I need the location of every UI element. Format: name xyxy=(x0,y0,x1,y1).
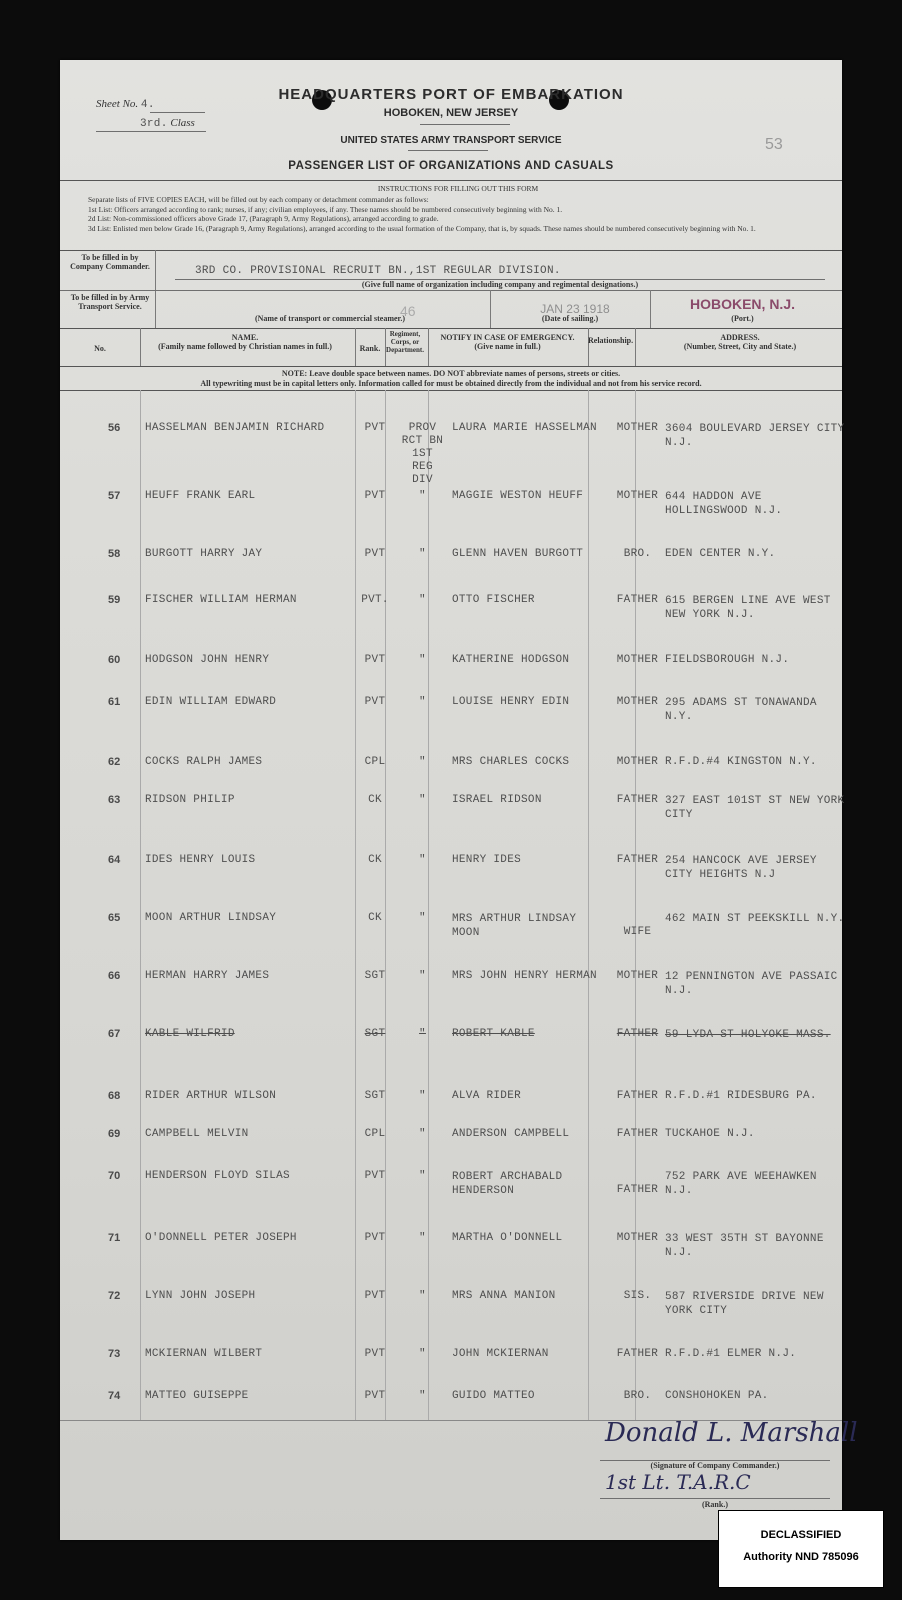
entry-address: CONSHOHOKEN PA. xyxy=(665,1390,769,1402)
entry-notify: MRS CHARLES COCKS xyxy=(452,756,570,768)
entry-relation: FATHER xyxy=(616,854,659,866)
entry-no: 69 xyxy=(108,1128,121,1140)
port-stamp: HOBOKEN, N.J. xyxy=(689,296,795,312)
entry-relation: BRO. xyxy=(623,1390,652,1402)
entry-relation: BRO. xyxy=(623,548,652,560)
entry-regiment: " xyxy=(419,1090,426,1102)
entry-notify: ANDERSON CAMPBELL xyxy=(452,1128,570,1140)
rank-caption: (Rank.) xyxy=(701,1500,728,1509)
entry-notify: ROBERT KABLE xyxy=(452,1028,535,1040)
entry-relation: FATHER xyxy=(616,794,659,806)
entry-rank: SGT xyxy=(364,1090,386,1102)
entry-relation: MOTHER xyxy=(616,970,659,982)
date-stamp: JAN 23 1918 xyxy=(540,302,610,316)
entry-name: MOON ARTHUR LINDSAY xyxy=(145,912,277,924)
entry-name: RIDSON PHILIP xyxy=(145,794,235,806)
entry-relation: MOTHER xyxy=(616,1232,659,1244)
column-name-title: NAME. xyxy=(231,333,259,342)
entry-no: 56 xyxy=(108,422,121,434)
entry-relation: MOTHER xyxy=(616,422,659,434)
entry-regiment: PROV RCT BN 1ST REG DIV xyxy=(401,422,444,486)
entry-notify: KATHERINE HODGSON xyxy=(452,654,570,666)
entry-no: 71 xyxy=(108,1232,121,1244)
entry-notify: HENRY IDES xyxy=(452,854,522,866)
transport-label: To be filled in by Army Transport Service. xyxy=(70,293,150,311)
entry-regiment: " xyxy=(419,854,426,866)
entry-regiment: " xyxy=(419,548,426,560)
entry-regiment: " xyxy=(419,490,426,502)
entry-address: 295 ADAMS ST TONAWANDA N.Y. xyxy=(665,697,817,723)
entry-address: 644 HADDON AVE HOLLINGSWOOD N.J. xyxy=(665,491,783,517)
entry-notify: ROBERT ARCHABALD HENDERSON xyxy=(452,1171,563,1197)
entry-rank: CK xyxy=(368,912,382,924)
entry-no: 68 xyxy=(108,1090,121,1102)
entry-regiment: " xyxy=(419,1348,426,1360)
entry-rank: SGT xyxy=(364,970,386,982)
entry-address: TUCKAHOE N.J. xyxy=(665,1128,755,1140)
entry-regiment: " xyxy=(419,594,426,606)
entry-name: HASSELMAN BENJAMIN RICHARD xyxy=(145,422,325,434)
entry-address: 615 BERGEN LINE AVE WEST NEW YORK N.J. xyxy=(665,595,831,621)
entry-regiment: " xyxy=(419,912,426,924)
entry-no: 72 xyxy=(108,1290,121,1302)
instruction-line: Separate lists of FIVE COPIES EACH, will be filled out by each company or detachment commander as follows: xyxy=(88,195,429,204)
entry-relation: SIS. xyxy=(623,1290,652,1302)
entry-relation: MOTHER xyxy=(616,490,659,502)
entry-rank: PVT xyxy=(364,1170,386,1182)
instruction-line: 2d List: Non-commissioned officers above Grade 17, (Paragraph 9, Army Regulations), arranged according to grade. xyxy=(88,214,439,223)
entry-relation: WIFE xyxy=(623,926,652,938)
entry-rank: CPL xyxy=(364,1128,386,1140)
entry-address: R.F.D.#4 KINGSTON N.Y. xyxy=(665,756,817,768)
column-address-title: ADDRESS. xyxy=(720,333,760,342)
entry-relation: FATHER xyxy=(616,594,659,606)
column-notify xyxy=(430,333,585,351)
entry-regiment: " xyxy=(419,696,426,708)
entry-name: IDES HENRY LOUIS xyxy=(145,854,256,866)
entry-no: 66 xyxy=(108,970,121,982)
entry-address: 327 EAST 101ST ST NEW YORK CITY xyxy=(665,795,845,821)
entry-regiment: " xyxy=(419,1232,426,1244)
entry-relation: FATHER xyxy=(616,1348,659,1360)
entry-no: 64 xyxy=(108,854,121,866)
entry-rank: PVT xyxy=(364,422,386,434)
class-value: 3rd. xyxy=(140,118,168,130)
entry-name: EDIN WILLIAM EDWARD xyxy=(145,696,277,708)
entry-notify: LOUISE HENRY EDIN xyxy=(452,696,570,708)
signature-caption: (Signature of Company Commander.) xyxy=(650,1461,780,1470)
instructions-heading: INSTRUCTIONS FOR FILLING OUT THIS FORM xyxy=(377,184,539,193)
entry-relation: MOTHER xyxy=(616,756,659,768)
column-rank: Rank. xyxy=(359,344,381,353)
page-stamp: 53 xyxy=(765,136,783,153)
entry-no: 73 xyxy=(108,1348,121,1360)
entry-address: EDEN CENTER N.Y. xyxy=(665,548,776,560)
entry-no: 65 xyxy=(108,912,121,924)
declassified-stamp xyxy=(718,1510,884,1588)
entry-address: 3604 BOULEVARD JERSEY CITY N.J. xyxy=(665,423,845,449)
entry-notify: MRS ANNA MANION xyxy=(452,1290,556,1302)
entry-no: 61 xyxy=(108,696,121,708)
column-relationship: Relationship. xyxy=(588,336,634,345)
entry-rank: CK xyxy=(368,794,382,806)
note-line: All typewriting must be in capital letters only. Information called for must be obtained directly from the individual and not from his service record. xyxy=(200,379,702,388)
entry-address: 12 PENNINGTON AVE PASSAIC N.J. xyxy=(665,971,838,997)
company-label: To be filled in by Company Commander. xyxy=(70,253,150,271)
entry-name: MATTEO GUISEPPE xyxy=(145,1390,249,1402)
entry-regiment: " xyxy=(419,1028,426,1040)
entry-notify: GUIDO MATTEO xyxy=(452,1390,535,1402)
entry-no: 74 xyxy=(108,1390,121,1402)
entry-rank: PVT xyxy=(364,490,386,502)
entry-name: COCKS RALPH JAMES xyxy=(145,756,263,768)
entry-regiment: " xyxy=(419,1128,426,1140)
entry-notify: MARTHA O'DONNELL xyxy=(452,1232,563,1244)
entry-address: 752 PARK AVE WEEHAWKEN N.J. xyxy=(665,1171,817,1197)
entry-regiment: " xyxy=(419,1390,426,1402)
column-no: No. xyxy=(94,344,106,353)
entry-no: 60 xyxy=(108,654,121,666)
entry-no: 59 xyxy=(108,594,121,606)
entry-regiment: " xyxy=(419,970,426,982)
entry-rank: CPL xyxy=(364,756,386,768)
header-service: UNITED STATES ARMY TRANSPORT SERVICE xyxy=(340,135,562,146)
entry-notify: JOHN MCKIERNAN xyxy=(452,1348,549,1360)
entry-notify: ISRAEL RIDSON xyxy=(452,794,542,806)
entry-regiment: " xyxy=(419,1290,426,1302)
entry-name: FISCHER WILLIAM HERMAN xyxy=(145,594,297,606)
header-title: HEADQUARTERS PORT OF EMBARKATION xyxy=(278,86,624,103)
steamer-value: 46 xyxy=(400,303,416,319)
column-address-sub: (Number, Street, City and State.) xyxy=(683,342,797,351)
entry-name: KABLE WILFRID xyxy=(145,1028,235,1040)
entry-notify: GLENN HAVEN BURGOTT xyxy=(452,548,584,560)
declassified-authority: Authority NND 785096 xyxy=(743,1551,859,1563)
column-name xyxy=(145,333,345,351)
company-caption: (Give full name of organization including company and regimental designations.) xyxy=(361,280,639,289)
entry-rank: PVT xyxy=(364,548,386,560)
column-notify-title: NOTIFY IN CASE OF EMERGENCY. xyxy=(440,333,575,342)
entry-address: R.F.D.#1 ELMER N.J. xyxy=(665,1348,797,1360)
entry-notify: MRS ARTHUR LINDSAY MOON xyxy=(452,913,577,939)
entry-notify: MRS JOHN HENRY HERMAN xyxy=(452,970,597,982)
entry-regiment: " xyxy=(419,654,426,666)
entry-rank: PVT xyxy=(364,1390,386,1402)
column-address xyxy=(640,333,840,351)
entry-rank: CK xyxy=(368,854,382,866)
entry-regiment: " xyxy=(419,1170,426,1182)
instruction-line: 1st List: Officers arranged according to rank; nurses, if any; civilian employees, if any. These names should be numbered consecutively beginning with No. 1. xyxy=(88,204,563,214)
entry-address: 462 MAIN ST PEEKSKILL N.Y. xyxy=(665,913,845,925)
entry-name: MCKIERNAN WILBERT xyxy=(145,1348,263,1360)
sheet-no-label: Sheet No. xyxy=(96,98,139,110)
entry-notify: OTTO FISCHER xyxy=(452,594,535,606)
entry-name: O'DONNELL PETER JOSEPH xyxy=(145,1232,297,1244)
entry-relation: FATHER xyxy=(616,1090,659,1102)
entry-relation: MOTHER xyxy=(616,654,659,666)
entry-relation: MOTHER xyxy=(616,696,659,708)
instruction-line: 3d List: Enlisted men below Grade 16, (Paragraph 9, Army Regulations), arranged according to the usual formation of the Company, that is, by squads. These names should be numbered consecutively beginning with No. 1. xyxy=(88,223,756,233)
entry-rank: PVT xyxy=(364,1290,386,1302)
entry-notify: ALVA RIDER xyxy=(452,1090,522,1102)
declassified-title: DECLASSIFIED xyxy=(760,1529,842,1541)
entry-rank: SGT xyxy=(364,1028,386,1040)
entry-no: 63 xyxy=(108,794,121,806)
entry-regiment: " xyxy=(419,756,426,768)
entry-rank: PVT xyxy=(364,1348,386,1360)
entry-name: HODGSON JOHN HENRY xyxy=(145,654,270,666)
entry-relation: FATHER xyxy=(616,1028,659,1040)
list-title: PASSENGER LIST OF ORGANIZATIONS AND CASUALS xyxy=(288,160,614,172)
entry-notify: LAURA MARIE HASSELMAN xyxy=(452,422,597,434)
entry-rank: PVT xyxy=(364,696,386,708)
class-caption: Class xyxy=(170,117,195,129)
entry-no: 67 xyxy=(108,1028,121,1040)
commander-rank: 1st Lt. T.A.R.C xyxy=(605,1470,751,1494)
entry-rank: PVT xyxy=(364,654,386,666)
entry-rank: PVT. xyxy=(361,594,389,606)
instructions-body xyxy=(88,195,828,233)
entry-relation: FATHER xyxy=(616,1128,659,1140)
column-name-sub: (Family name followed by Christian names in full.) xyxy=(158,342,332,351)
entry-rank: PVT xyxy=(364,1232,386,1244)
entry-no: 58 xyxy=(108,548,121,560)
entry-no: 70 xyxy=(108,1170,121,1182)
sheet-no-value: 4. xyxy=(140,99,155,111)
entry-address: R.F.D.#1 RIDESBURG PA. xyxy=(665,1090,817,1102)
column-notify-sub: (Give name in full.) xyxy=(474,342,541,351)
entry-regiment: " xyxy=(419,794,426,806)
entry-notify: MAGGIE WESTON HEUFF xyxy=(452,490,584,502)
entry-name: RIDER ARTHUR WILSON xyxy=(145,1090,277,1102)
entry-name: LYNN JOHN JOSEPH xyxy=(145,1290,256,1302)
entry-address: FIELDSBOROUGH N.J. xyxy=(665,654,790,666)
entry-name: BURGOTT HARRY JAY xyxy=(145,548,263,560)
entry-name: HENDERSON FLOYD SILAS xyxy=(145,1170,290,1182)
entry-relation: FATHER xyxy=(616,1184,659,1196)
entry-address: 254 HANCOCK AVE JERSEY CITY HEIGHTS N.J xyxy=(665,855,817,881)
entry-no: 62 xyxy=(108,756,121,768)
column-regiment: Regiment, Corps, or Department. xyxy=(386,330,424,354)
entry-no: 57 xyxy=(108,490,121,502)
entry-name: HERMAN HARRY JAMES xyxy=(145,970,270,982)
entry-address: 59 LYDA ST HOLYOKE MASS. xyxy=(665,1029,831,1041)
entry-address: 587 RIVERSIDE DRIVE NEW YORK CITY xyxy=(665,1291,824,1317)
steamer-caption: (Name of transport or commercial steamer.) xyxy=(254,314,406,323)
port-caption: (Port.) xyxy=(731,314,754,323)
entry-name: HEUFF FRANK EARL xyxy=(145,490,256,502)
entry-address: 33 WEST 35TH ST BAYONNE N.J. xyxy=(665,1233,824,1259)
entry-name: CAMPBELL MELVIN xyxy=(145,1128,249,1140)
note-line: NOTE: Leave double space between names. DO NOT abbreviate names of persons, streets or cities. xyxy=(281,369,621,378)
company-value: 3RD CO. PROVISIONAL RECRUIT BN.,1ST REGULAR DIVISION. xyxy=(195,265,561,277)
header-city: HOBOKEN, NEW JERSEY xyxy=(383,107,519,119)
date-caption: (Date of sailing.) xyxy=(541,314,599,323)
commander-signature: Donald L. Marshall xyxy=(605,1418,858,1448)
